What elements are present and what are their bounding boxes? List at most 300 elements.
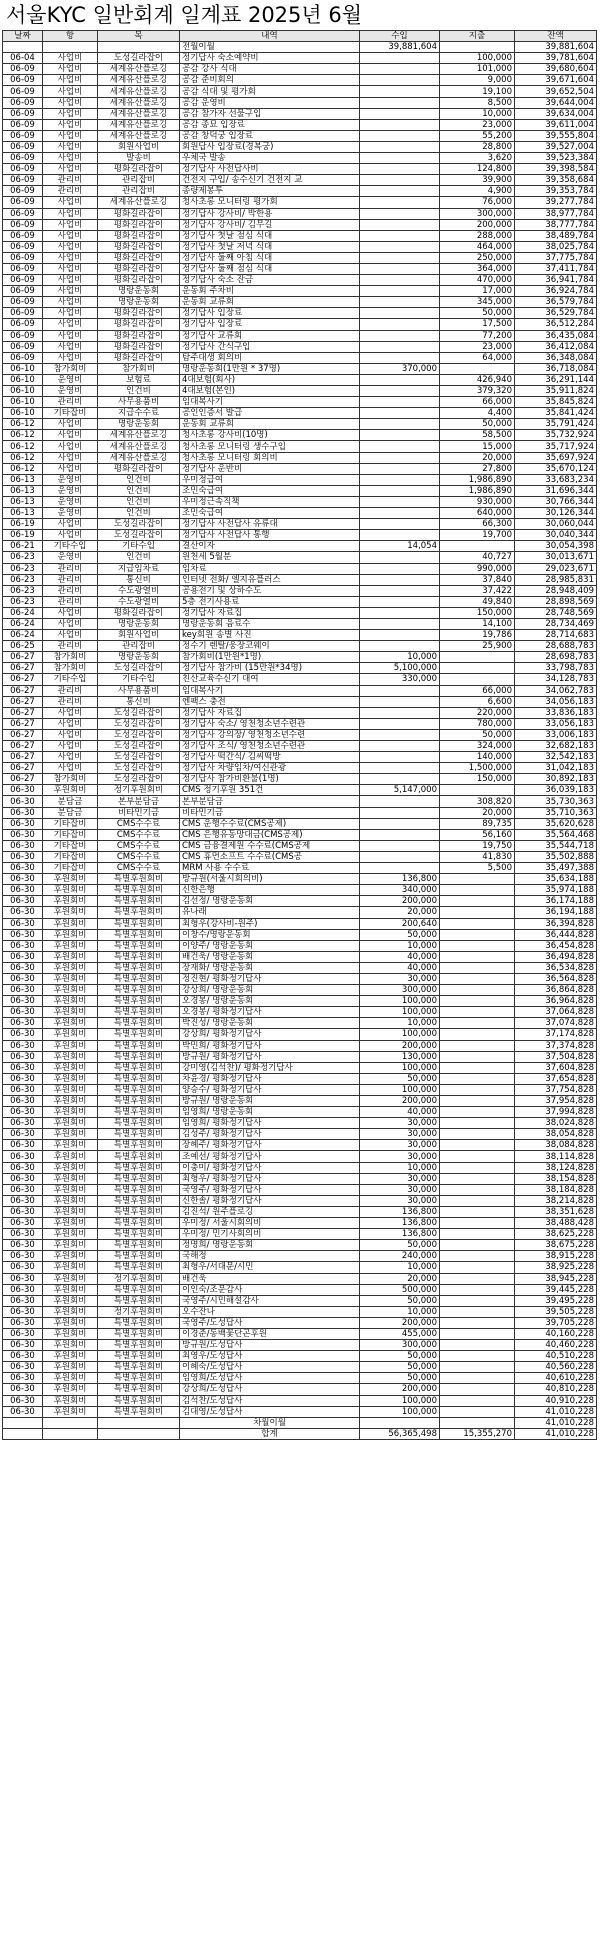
cell-income: 50,000 (360, 1073, 440, 1084)
cell-item: 보험료 (98, 374, 180, 385)
cell-category: 후원회비 (43, 896, 98, 907)
cell-description: 우미정근속직책 (180, 496, 360, 507)
cell-expense (440, 674, 515, 685)
cell-income: 20,000 (360, 907, 440, 918)
cell-description: 정기답사 강사비/ 박한용 (180, 208, 360, 219)
table-row (3, 1240, 597, 1251)
cell-expense: 19,750 (440, 840, 515, 851)
cell-description: 정기답사 첫날 점심 식대 (180, 230, 360, 241)
table-row (3, 1096, 597, 1107)
cell-date: 06-09 (3, 130, 43, 141)
cell-expense (440, 962, 515, 973)
cell-expense: 288,000 (440, 230, 515, 241)
table-row (3, 141, 597, 152)
cell-description: 우미정급여 (180, 474, 360, 485)
cell-expense: 19,786 (440, 630, 515, 641)
cell-balance: 36,435,084 (515, 330, 597, 341)
cell-category: 참가회비 (43, 652, 98, 663)
cell-category: 사업비 (43, 230, 98, 241)
cell-expense: 23,000 (440, 341, 515, 352)
cell-expense (440, 541, 515, 552)
header-expense: 지출 (440, 31, 515, 42)
cell-expense: 470,000 (440, 275, 515, 286)
cell-date: 06-13 (3, 485, 43, 496)
cell-item: 특별후원회비 (98, 874, 180, 885)
cell-description: 우체국 발송 (180, 153, 360, 164)
cell-category: 후원회비 (43, 885, 98, 896)
cell-income (360, 208, 440, 219)
cell-item: 인건비 (98, 386, 180, 397)
cell-category: 후원회비 (43, 1051, 98, 1062)
cell-date: 06-09 (3, 230, 43, 241)
cell-description: 정기답사 간식구입 (180, 341, 360, 352)
cell-date: 06-10 (3, 397, 43, 408)
cell-description: 본부분담금 (180, 796, 360, 807)
cell-balance: 36,454,828 (515, 940, 597, 951)
table-row (3, 718, 597, 729)
cell-expense: 124,800 (440, 164, 515, 175)
cell-balance: 32,542,183 (515, 752, 597, 763)
table-row (3, 419, 597, 430)
table-row (3, 496, 597, 507)
table-row (3, 186, 597, 197)
cell-expense: 6,600 (440, 696, 515, 707)
cell-date: 06-23 (3, 596, 43, 607)
cell-date: 06-24 (3, 607, 43, 618)
cell-category: 후원회비 (43, 1151, 98, 1162)
cell-date: 06-04 (3, 53, 43, 64)
table-row (3, 807, 597, 818)
cell-balance: 38,054,828 (515, 1129, 597, 1140)
cell-balance: 28,898,569 (515, 596, 597, 607)
cell-description: 강미영(김석찬)/ 평화정기답사 (180, 1062, 360, 1073)
cell-item: 평화길라잡이 (98, 341, 180, 352)
cell-date: 06-09 (3, 319, 43, 330)
cell-date: 06-24 (3, 618, 43, 629)
cell-description: 공감 준비회의 (180, 75, 360, 86)
cell-description: 박민희/ 평화정기답사 (180, 1040, 360, 1051)
cell-description: 공인인증서 발급 (180, 408, 360, 419)
cell-description: 정명희/ 명랑운동회 (180, 1240, 360, 1251)
cell-balance: 28,688,783 (515, 641, 597, 652)
cell-category: 관리비 (43, 585, 98, 596)
cell-expense: 250,000 (440, 252, 515, 263)
cell-balance: 31,696,344 (515, 485, 597, 496)
cell-balance: 38,124,828 (515, 1162, 597, 1173)
cell-description: 정진현/ 평화정기답사 (180, 973, 360, 984)
cell-description: 정기답사 숙소예약비 (180, 53, 360, 64)
cell-item: 특별후원회비 (98, 1406, 180, 1417)
cell-item: 도성길라잡이 (98, 741, 180, 752)
cell-category: 기타잡비 (43, 851, 98, 862)
cell-income: 136,800 (360, 1229, 440, 1240)
cell-date: 06-19 (3, 530, 43, 541)
cell-income (360, 308, 440, 319)
cell-date: 06-30 (3, 1195, 43, 1206)
cell-item: 특별후원회비 (98, 1317, 180, 1328)
cell-category: 사업비 (43, 741, 98, 752)
cell-description: 엔팩스 충전 (180, 696, 360, 707)
cell-balance: 35,502,888 (515, 851, 597, 862)
cell-category: 후원회비 (43, 1317, 98, 1328)
cell-description: 참가회비(1만원*1명) (180, 652, 360, 663)
cell-income (360, 352, 440, 363)
total-row (3, 1428, 597, 1439)
table-row (3, 863, 597, 874)
cell-balance: 36,394,828 (515, 918, 597, 929)
table-row (3, 763, 597, 774)
cell-item: 세계유산플로깅 (98, 86, 180, 97)
cell-expense (440, 1129, 515, 1140)
cell-date: 06-30 (3, 807, 43, 818)
cell-category: 후원회비 (43, 1118, 98, 1129)
cell-date: 06-09 (3, 197, 43, 208)
cell-description: 이혜숙/도성답사 (180, 1362, 360, 1373)
table-row (3, 962, 597, 973)
table-row (3, 918, 597, 929)
cell-item: 특별후원회비 (98, 1195, 180, 1206)
cell-category: 기타잡비 (43, 829, 98, 840)
cell-item: 관리잡비 (98, 175, 180, 186)
cell-expense: 66,000 (440, 685, 515, 696)
cell-description: 이충미/ 평화정기답사 (180, 1162, 360, 1173)
cell-date: 06-27 (3, 663, 43, 674)
cell-balance: 32,682,183 (515, 741, 597, 752)
cell-income: 10,000 (360, 652, 440, 663)
cell-expense: 49,840 (440, 596, 515, 607)
cell-income: 30,000 (360, 1129, 440, 1140)
cell-category: 운영비 (43, 474, 98, 485)
cell-expense: 41,830 (440, 851, 515, 862)
cell-balance: 33,056,183 (515, 718, 597, 729)
cell-expense: 55,200 (440, 130, 515, 141)
table-row (3, 130, 597, 141)
cell-balance: 35,634,188 (515, 874, 597, 885)
cell-item: 평화길라잡이 (98, 219, 180, 230)
cell-date: 06-30 (3, 1084, 43, 1095)
cell-balance: 38,777,784 (515, 219, 597, 230)
table-row (3, 840, 597, 851)
cell-date: 06-13 (3, 474, 43, 485)
cell-income (360, 219, 440, 230)
table-row (3, 197, 597, 208)
table-row (3, 1118, 597, 1129)
table-row (3, 940, 597, 951)
cell-category: 후원회비 (43, 940, 98, 951)
table-row (3, 474, 597, 485)
cell-item: 세계유산플로깅 (98, 130, 180, 141)
cell-item: 도성길라잡이 (98, 774, 180, 785)
cell-description: CMS 금융결제원 수수료(CMS공제 (180, 840, 360, 851)
table-row (3, 463, 597, 474)
cell-description: 건전지 구입/ 송수신기 건전지 교 (180, 175, 360, 186)
cell-expense: 5,500 (440, 863, 515, 874)
cell-balance: 40,560,228 (515, 1362, 597, 1373)
cell-balance: 28,698,783 (515, 652, 597, 663)
table-row (3, 286, 597, 297)
cell-date: 06-30 (3, 1151, 43, 1162)
cell-expense: 324,000 (440, 741, 515, 752)
cell-balance: 35,717,924 (515, 441, 597, 452)
cell-category: 사업비 (43, 352, 98, 363)
cell-date: 06-09 (3, 153, 43, 164)
cell-description: 방규원/도성답사 (180, 1340, 360, 1351)
header-date: 날짜 (3, 31, 43, 42)
cell-expense (440, 1206, 515, 1217)
cell-expense (440, 1084, 515, 1095)
cell-item: 명랑운동회 (98, 652, 180, 663)
cell-income (360, 230, 440, 241)
cell-expense: 20,000 (440, 452, 515, 463)
cell-date: 06-30 (3, 796, 43, 807)
cell-description: 강상희/ 평화정기답사 (180, 1029, 360, 1040)
cell-balance: 30,040,344 (515, 530, 597, 541)
cell-description: 강상희/ 명랑운동회 (180, 985, 360, 996)
cell-description: 김대영/도성답사 (180, 1406, 360, 1417)
table-row (3, 729, 597, 740)
cell-item: 세계유산플로깅 (98, 119, 180, 130)
cell-category: 후원회비 (43, 1306, 98, 1317)
cell-description: 신한은행 (180, 885, 360, 896)
table-row (3, 685, 597, 696)
cell-income (360, 64, 440, 75)
cell-balance: 38,351,628 (515, 1206, 597, 1217)
cell-description: 임차료 (180, 563, 360, 574)
cell-date: 06-30 (3, 907, 43, 918)
table-row (3, 1140, 597, 1151)
cell-balance: 29,023,671 (515, 563, 597, 574)
cell-category: 관리비 (43, 685, 98, 696)
cell-description: 장혜주/ 평화정기답사 (180, 1140, 360, 1151)
cell-date: 06-30 (3, 840, 43, 851)
cell-item: 평화길라잡이 (98, 164, 180, 175)
cell-income: 200,000 (360, 1384, 440, 1395)
cell-category: 후원회비 (43, 1096, 98, 1107)
cell-item: 세계유산플로깅 (98, 452, 180, 463)
cell-item: 특별후원회비 (98, 1240, 180, 1251)
cell-balance: 37,994,828 (515, 1107, 597, 1118)
cell-item: 명랑운동회 (98, 297, 180, 308)
cell-income: 10,000 (360, 940, 440, 951)
cell-item: 특별후원회비 (98, 1362, 180, 1373)
table-row (3, 1384, 597, 1395)
cell-item: 특별후원회비 (98, 1206, 180, 1217)
cell-item: 특별후원회비 (98, 1284, 180, 1295)
table-row (3, 985, 597, 996)
cell-balance: 28,948,409 (515, 585, 597, 596)
cell-date: 06-13 (3, 508, 43, 519)
cell-income (360, 430, 440, 441)
cell-income (360, 186, 440, 197)
cell-date: 06-10 (3, 408, 43, 419)
total-balance: 41,010,228 (515, 1428, 597, 1439)
cell-description: 국영주/도성답사 (180, 1317, 360, 1328)
cell-item: 특별후원회비 (98, 907, 180, 918)
cell-income (360, 153, 440, 164)
cell-item: 지급임차료 (98, 563, 180, 574)
cell-category: 후원회비 (43, 1295, 98, 1306)
cell-description: 김성주/ 평화정기답사 (180, 1129, 360, 1140)
table-row (3, 1018, 597, 1029)
cell-income: 10,000 (360, 1162, 440, 1173)
table-row (3, 973, 597, 984)
table-row (3, 1284, 597, 1295)
cell-expense: 64,000 (440, 352, 515, 363)
cell-date: 06-30 (3, 1040, 43, 1051)
cell-description: 정기답사 둘째 점심 식대 (180, 263, 360, 274)
table-row (3, 696, 597, 707)
cell-description: 정기답사 입장료 (180, 319, 360, 330)
cell-item: 특별후원회비 (98, 1229, 180, 1240)
cell-income (360, 441, 440, 452)
cell-date: 06-30 (3, 929, 43, 940)
cell-category: 후원회비 (43, 996, 98, 1007)
cell-date: 06-30 (3, 1295, 43, 1306)
cell-description: 명랑운동회 음료수 (180, 618, 360, 629)
cell-description: 정기답사 첫날 저녁 식대 (180, 241, 360, 252)
cell-category: 운영비 (43, 374, 98, 385)
table-row (3, 851, 597, 862)
cell-balance: 30,060,044 (515, 519, 597, 530)
table-row (3, 874, 597, 885)
table-row (3, 485, 597, 496)
cell-category: 기타잡비 (43, 840, 98, 851)
cell-income (360, 419, 440, 430)
cell-income: 50,000 (360, 1362, 440, 1373)
cell-balance: 38,488,428 (515, 1218, 597, 1229)
cell-income (360, 496, 440, 507)
cell-income: 10,000 (360, 1262, 440, 1273)
cell-date: 06-27 (3, 652, 43, 663)
table-row (3, 519, 597, 530)
table-row (3, 1206, 597, 1217)
cell-item: 특별후원회비 (98, 896, 180, 907)
cell-date: 06-30 (3, 851, 43, 862)
cell-expense: 50,000 (440, 729, 515, 740)
table-row (3, 907, 597, 918)
cell-date: 06-30 (3, 1284, 43, 1295)
cell-expense: 14,100 (440, 618, 515, 629)
cell-income (360, 718, 440, 729)
cell-income (360, 563, 440, 574)
cell-date: 06-30 (3, 1229, 43, 1240)
cell-income (360, 685, 440, 696)
cell-balance: 39,277,784 (515, 197, 597, 208)
cell-date: 06-30 (3, 1129, 43, 1140)
cell-date: 06-23 (3, 552, 43, 563)
cell-balance: 36,579,784 (515, 297, 597, 308)
cell-income: 200,000 (360, 1040, 440, 1051)
cell-item: 인건비 (98, 474, 180, 485)
cell-date: 06-12 (3, 452, 43, 463)
cell-item: 평화길라잡이 (98, 252, 180, 263)
cell-income: 200,640 (360, 918, 440, 929)
cell-item: 평화길라잡이 (98, 230, 180, 241)
table-row (3, 1273, 597, 1284)
cell-description: 장재화/ 명랑운동회 (180, 962, 360, 973)
cell-date: 06-30 (3, 818, 43, 829)
cell-item: 본부분담금 (98, 796, 180, 807)
cell-income (360, 863, 440, 874)
cell-balance: 40,810,228 (515, 1384, 597, 1395)
cell-balance: 37,954,828 (515, 1096, 597, 1107)
cell-description: 양승수/ 평화정기답사 (180, 1084, 360, 1095)
cell-date: 06-30 (3, 1107, 43, 1118)
cell-date: 06-27 (3, 774, 43, 785)
cell-description: 임영희/ 명랑운동회 (180, 1107, 360, 1118)
cell-date: 06-30 (3, 1306, 43, 1317)
cell-income: 30,000 (360, 1140, 440, 1151)
cell-description: 종량제봉투 (180, 186, 360, 197)
cell-expense: 89,735 (440, 818, 515, 829)
cell-income (360, 130, 440, 141)
cell-income (360, 763, 440, 774)
cell-category: 후원회비 (43, 1362, 98, 1373)
cell-category: 사업비 (43, 618, 98, 629)
cell-description: 우미정/ 서울시회의비 (180, 1218, 360, 1229)
cell-date: 06-30 (3, 1328, 43, 1339)
cell-item: 특별후원회비 (98, 1129, 180, 1140)
cell-balance: 39,680,604 (515, 64, 597, 75)
cell-date: 06-09 (3, 241, 43, 252)
cell-income: 40,000 (360, 951, 440, 962)
table-row (3, 596, 597, 607)
cell-description: 4대보험(본인) (180, 386, 360, 397)
cell-expense: 640,000 (440, 508, 515, 519)
cell-item: 평화길라잡이 (98, 352, 180, 363)
total-expense: 15,355,270 (440, 1428, 515, 1439)
table-row (3, 241, 597, 252)
table-row (3, 674, 597, 685)
cell-date: 06-27 (3, 718, 43, 729)
cell-balance: 36,194,188 (515, 907, 597, 918)
table-row (3, 1129, 597, 1140)
cell-item: 세계유산플로깅 (98, 441, 180, 452)
cell-income (360, 108, 440, 119)
cell-category: 후원회비 (43, 1340, 98, 1351)
table-row (3, 774, 597, 785)
table-row (3, 219, 597, 230)
cell-description: CMS 은행유동망대금(CMS공제) (180, 829, 360, 840)
cell-date: 06-30 (3, 1184, 43, 1195)
table-row (3, 1162, 597, 1173)
cell-expense: 1,986,890 (440, 474, 515, 485)
cell-item: 평화길라잡이 (98, 463, 180, 474)
cell-expense: 345,000 (440, 297, 515, 308)
table-row (3, 164, 597, 175)
cell-category: 사업비 (43, 252, 98, 263)
cell-description: 정기답사 차량임차/여신관광 (180, 763, 360, 774)
cell-expense: 990,000 (440, 563, 515, 574)
cell-description: 정기답사 입장료 (180, 308, 360, 319)
cell-expense: 4,900 (440, 186, 515, 197)
cell-date: 06-24 (3, 630, 43, 641)
cell-item: 도성길라잡이 (98, 707, 180, 718)
cell-description: 김석찬/도성답사 (180, 1395, 360, 1406)
table-row (3, 796, 597, 807)
cell-category: 후원회비 (43, 1007, 98, 1018)
cell-category: 관리비 (43, 397, 98, 408)
cell-expense (440, 1173, 515, 1184)
cell-expense: 220,000 (440, 707, 515, 718)
cell-expense: 364,000 (440, 263, 515, 274)
cell-category: 사업비 (43, 86, 98, 97)
cell-category: 기타수입 (43, 674, 98, 685)
cell-income: 30,000 (360, 1173, 440, 1184)
cell-category: 운영비 (43, 552, 98, 563)
table-row (3, 785, 597, 796)
cell-item: 통신비 (98, 574, 180, 585)
